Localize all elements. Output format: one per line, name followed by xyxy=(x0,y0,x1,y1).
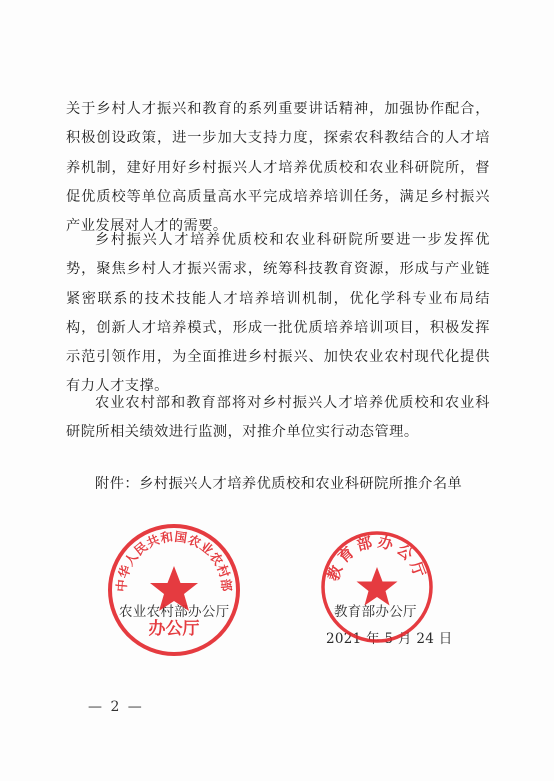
body-paragraph-1: 关于乡村人才振兴和教育的系列重要讲话精神，加强协作配合，积极创设政策，进一步加大支持力度，探索农科教结合的人才培养机制，建好用好乡村振兴人才培养优质校和农业科研院所，督促优质校等单位高质量高水平完成培养培训任务，满足乡村振兴产业发展对人才的需要。 xyxy=(66,101,490,235)
body-paragraph-2: 乡村振兴人才培养优质校和农业科研院所要进一步发挥优势，聚焦乡村人才振兴需求，统筹科技教育资源，形成与产业链紧密联系的技术技能人才培养培训机制，优化学科专业布局结构，创新人才培养模式，形成一批优质培养培训项目，积极发挥示范引领作用，为全面推进乡村振兴、加快农业农村现代化提供有力人才支撑。 xyxy=(66,232,490,395)
page-number: — 2 — xyxy=(88,699,144,715)
signature-date: 2021 年 5 月 24 日 xyxy=(326,631,453,647)
seal-moa-stamp xyxy=(105,521,243,659)
seal-left-arc-text: 中华人民共和国农业农村部 xyxy=(113,528,235,593)
seal-right-arc-text: 教育部办公厅 xyxy=(323,532,431,584)
signature-org-left: 农业农村部办公厅 xyxy=(119,604,230,620)
signature-org-right: 教育部办公厅 xyxy=(334,604,417,620)
seal-left-center-text: 办公厅 xyxy=(148,619,200,639)
body-paragraph-3: 农业农村部和教育部将对乡村振兴人才培养优质校和农业科研院所相关绩效进行监测，对推介单位实行动态管理。 xyxy=(66,395,490,441)
seal-moe-stamp xyxy=(319,529,435,645)
attachment-line: 附件：乡村振兴人才培养优质校和农业科研院所推介名单 xyxy=(95,476,463,492)
